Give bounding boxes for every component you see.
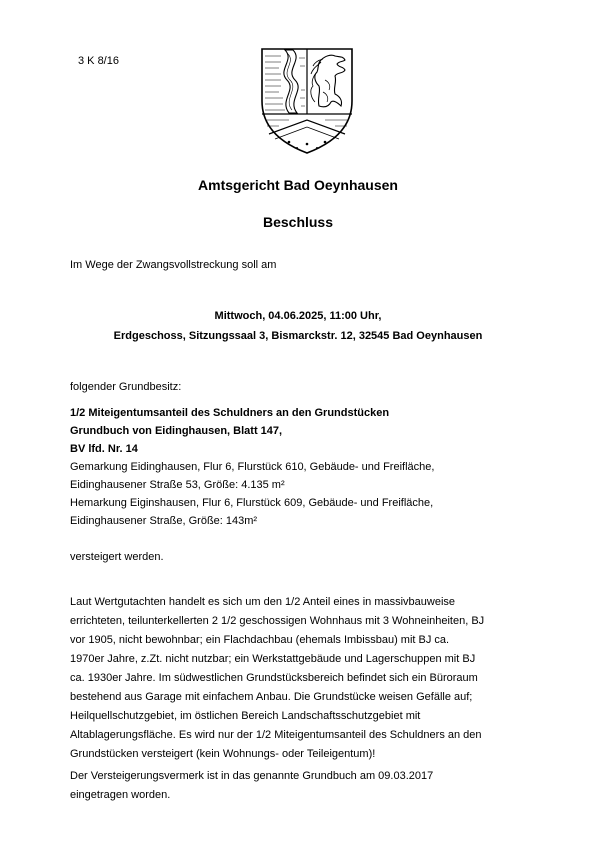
document-title: Beschluss [262, 214, 334, 230]
property-share: 1/2 Miteigentumsanteil des Schuldners an den Grundstücken [70, 407, 390, 419]
versteigert-text: versteigert werden. [70, 551, 164, 563]
bv-number: BV lfd. Nr. 14 [70, 443, 138, 455]
auction-location: Erdgeschoss, Sitzungssaal 3, Bismarckstr. 12, 32545 Bad Oeynhausen [113, 330, 483, 342]
registration-note [70, 767, 530, 805]
auction-date-time: Mittwoch, 04.06.2025, 11:00 Uhr, [214, 310, 382, 322]
report-line: ca. 1930er Jahre. Im südwestlichen Grundstücksbereich befindet sich ein Büroraum [70, 672, 478, 684]
court-name: Amtsgericht Bad Oeynhausen [198, 177, 398, 193]
intro-text: Im Wege der Zwangsvollstreckung soll am [70, 259, 277, 271]
report-line: 1970er Jahre, z.Zt. nicht nutzbar; ein Werkstattgebäude und Lagerschuppen mit BJ [70, 653, 476, 665]
report-line: vor 1905, nicht bewohnbar; ein Flachdachbau (ehemals Imbissbau) mit BJ ca. [70, 634, 450, 646]
valuation-report [70, 593, 530, 764]
report-line: errichteten, teilunterkellerten 2 1/2 geschossigen Wohnhaus mit 3 Wohneinheiten, BJ [70, 615, 485, 627]
registration-line: Der Versteigerungsvermerk ist in das genannte Grundbuch am 09.03.2017 [70, 770, 434, 782]
property-description [70, 404, 540, 530]
report-line: Laut Wertgutachten handelt es sich um den 1/2 Anteil eines in massivbauweise [70, 596, 456, 608]
nrw-coat-of-arms-icon [259, 46, 355, 156]
registration-line: eingetragen worden. [70, 789, 171, 801]
report-line: Altablagerungsfläche. Es wird nur der 1/2 Miteigentumsanteil des Schuldners an den [70, 729, 482, 741]
parcel-2-line-1: Hemarkung Eiginshausen, Flur 6, Flurstück 609, Gebäude- und Freifläche, [70, 497, 434, 509]
parcel-1-line-1: Gemarkung Eidinghausen, Flur 6, Flurstück 610, Gebäude- und Freifläche, [70, 461, 435, 473]
report-line: Grundstücken versteigert (kein Wohnungs- oder Teileigentum)! [70, 748, 376, 760]
property-intro: folgender Grundbesitz: [70, 381, 182, 393]
report-line: Heilquellschutzgebiet, im östlichen Bereich Landschaftsschutzgebiet mit [70, 710, 421, 722]
file-number: 3 K 8/16 [78, 55, 119, 67]
parcel-2-line-2: Eidinghausener Straße, Größe: 143m² [70, 515, 258, 527]
land-register: Grundbuch von Eidinghausen, Blatt 147, [70, 425, 283, 437]
report-line: bestehend aus Garage mit einfachem Anbau. Die Grundstücke weisen Gefälle auf; [70, 691, 473, 703]
parcel-1-line-2: Eidinghausener Straße 53, Größe: 4.135 m² [70, 479, 285, 491]
